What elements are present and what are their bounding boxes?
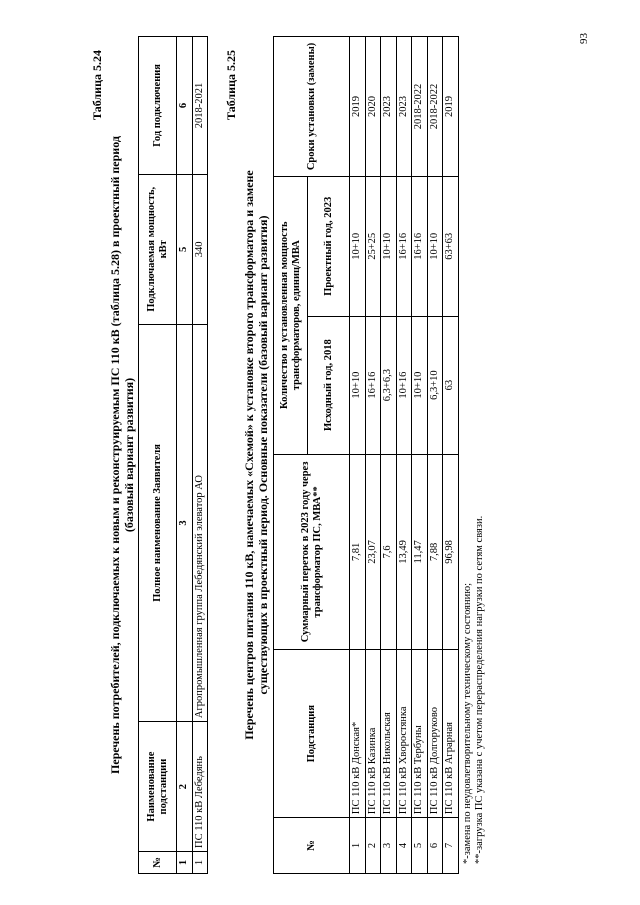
table-row [443,37,459,874]
table2-cell-num: 5 [412,818,428,874]
table2-cell-terms: 2018-2022 [427,37,443,177]
table2-cell-overload: 13,49 [396,454,412,650]
table-row [427,37,443,874]
table2-caption: Таблица 5.25 [224,50,238,120]
table1-title: Перечень потребителей, подключаемых к новым и реконструируемым ПС 110 кВ (таблица 5.28) в проектный период [108,136,122,774]
table2-cell-substation: ПС 110 кВ Тербуны [412,650,428,818]
table2-header-initial: Исходный год, 2018 [308,316,350,454]
table2-cell-project: 10+10 [381,176,397,316]
table2-cell-terms: 2019 [350,37,366,177]
table2-cell-project: 10+10 [350,176,366,316]
table2-cell-substation: ПС 110 кВ Никольская [381,650,397,818]
table-row [365,37,381,874]
table2-cell-terms: 2023 [381,37,397,177]
table2-cell-overload: 96,98 [443,454,459,650]
table2-cell-num: 4 [396,818,412,874]
table1-index-cell: 6 [177,37,193,175]
table2-cell-overload: 7,6 [381,454,397,650]
table1-cell-applicant: Агропромышленная группа Лебедянский элеватор АО [192,324,208,721]
table2-subtitle: существующих в проектный период. Основные показатели (базовый вариант развития) [256,215,270,695]
footnote: *-замена по неудовлетворительному техническому состоянию; [461,583,473,864]
table2-title: Перечень центров питания 110 кВ, намечаемых «Схемой» к установке второго трансформатора и замене [242,170,256,740]
table2-cell-substation: ПС 110 кВ Казинка [365,650,381,818]
table2-cell-terms: 2019 [443,37,459,177]
table2-cell-num: 7 [443,818,459,874]
table1-cell-year: 2018-2021 [192,37,208,175]
table2-cell-num: 3 [381,818,397,874]
table2-cell-initial: 10+10 [350,316,366,454]
table2-cell-project: 63+63 [443,176,459,316]
table-row [192,37,208,874]
table2-cell-num: 6 [427,818,443,874]
table1-index-row [177,37,193,874]
footnotes [462,30,486,864]
table1-index-cell: 3 [177,324,193,721]
table2-cell-initial: 16+16 [365,316,381,454]
table1-index-cell: 1 [177,852,193,874]
table2-cell-project: 25+25 [365,176,381,316]
page-number: 93 [578,33,590,44]
table2-cell-project: 16+16 [412,176,428,316]
table2-header-project: Проектный год, 2023 [308,176,350,316]
table2-cell-substation: ПС 110 кВ Хворостянка [396,650,412,818]
table1-header-num: № [139,852,177,874]
table2-cell-num: 2 [365,818,381,874]
table2-cell-overload: 7,88 [427,454,443,650]
table1 [138,36,208,874]
table2-cell-initial: 10+10 [412,316,428,454]
table2-cell-initial: 6,3+10 [427,316,443,454]
table2-cell-project: 16+16 [396,176,412,316]
table2-cell-substation: ПС 110 кВ Долгоруково [427,650,443,818]
table2-cell-terms: 2020 [365,37,381,177]
rotated-content [80,30,560,880]
table2-header-substation: Подстанция [274,650,350,818]
table1-header-applicant: Полное наименование Заявителя [139,324,177,721]
table2-header-group: Количество и установленная мощность трансформаторов, единиц/МВА [274,176,308,454]
table2-cell-project: 10+10 [427,176,443,316]
table1-cell-substation: ПС 110 кВ Лебедянь [192,722,208,852]
table-row [412,37,428,874]
table1-cell-power: 340 [192,174,208,324]
table2-cell-substation: ПС 110 кВ Донская* [350,650,366,818]
table1-cell-num: 1 [192,852,208,874]
table2-cell-initial: 63 [443,316,459,454]
table-row [396,37,412,874]
table2-cell-terms: 2018-2022 [412,37,428,177]
table1-subtitle: (базовый вариант развития) [122,377,136,533]
table2-header-overload: Суммарный переток в 2023 году через трансформатор ПС, МВА** [274,454,350,650]
table2-header-num: № [274,818,350,874]
table2-cell-overload: 7,81 [350,454,366,650]
table-row [350,37,366,874]
table2-cell-substation: ПС 110 кВ Аграрная [443,650,459,818]
table2-cell-num: 1 [350,818,366,874]
table1-header-power: Подключаемая мощность, кВт [139,174,177,324]
table-row [381,37,397,874]
table1-index-cell: 5 [177,174,193,324]
table2-cell-initial: 10+16 [396,316,412,454]
table2-cell-overload: 23,07 [365,454,381,650]
footnote: **-загрузка ПС указана с учетом перераспределения нагрузки по сетям связи. [473,515,485,864]
table1-header-substation: Наименование подстанции [139,722,177,852]
table1-index-cell: 2 [177,722,193,852]
table2-cell-initial: 6,3+6,3 [381,316,397,454]
table2-header-terms: Сроки установки (замены) [274,37,350,177]
table1-header-year: Год подключения [139,37,177,175]
table2-cell-terms: 2023 [396,37,412,177]
table1-caption: Таблица 5.24 [90,50,104,120]
table2-cell-overload: 11,47 [412,454,428,650]
table2 [273,36,459,874]
